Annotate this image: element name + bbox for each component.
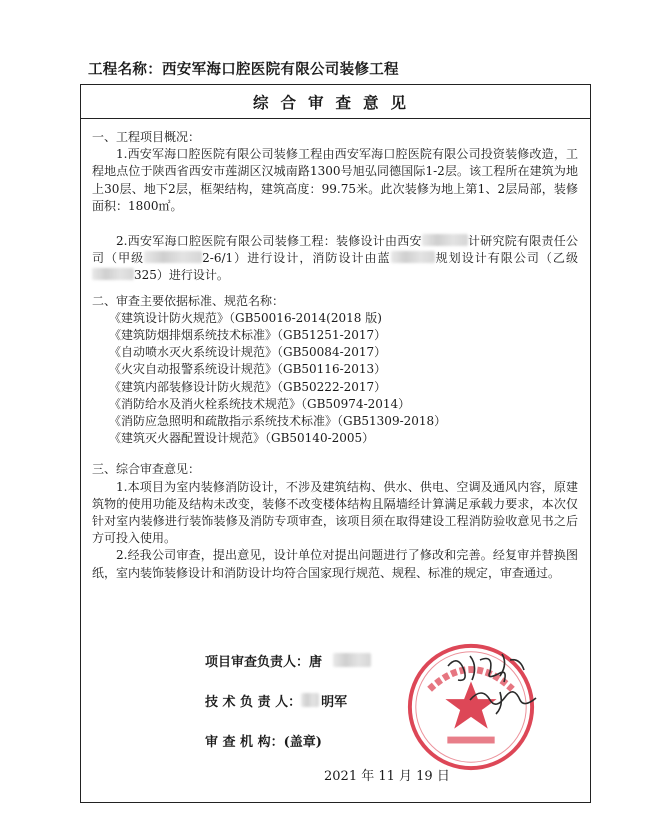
standard-item: 《消防给水及消火栓系统技术规范》（GB50974-2014）: [109, 396, 411, 411]
tech-lead-row: [205, 691, 347, 710]
standard-item: 《自动喷水灭火系统设计规范》（GB50084-2017）: [109, 345, 387, 360]
redacted-block: [144, 251, 202, 263]
section-3-para-1: 1.本项目为室内装修消防设计，不涉及建筑结构、供水、供电、空调及通风内容，原建筑物的使用功能及结构未改变，装修不改变楼体结构且隔墙经计算满足承载力要求，本次仅针对室内装修进行装饰装修及消防专项审查，该项目须在取得建设工程消防验收意见书之后方可投入使用。: [92, 479, 578, 546]
redacted-block: [333, 653, 371, 667]
tech-lead-label: 技 术 负 责 人：: [205, 695, 302, 710]
project-name-label: 工程名称：: [88, 61, 162, 78]
redacted-block: [92, 268, 134, 280]
tech-lead-name: 明军: [321, 695, 348, 710]
section-1-para-2: [92, 233, 578, 285]
sheet-content: [92, 129, 578, 582]
standard-item: 《建筑防烟排烟系统技术标准》（GB51251-2017）: [109, 328, 387, 343]
project-name-value: 西安军海口腔医院有限公司装修工程: [162, 61, 399, 78]
review-org-seal-note: (盖章): [283, 735, 322, 750]
project-name-line: [88, 58, 399, 79]
section-3-para-2: 2.经我公司审查，提出意见，设计单位对提出问题进行了修改和完善。经复审并替换图纸，室内装饰装修设计和消防设计均符合国家现行规范、规程、标准的规定，审查通过。: [92, 548, 578, 580]
para-2-part-e: 325）进行设计。: [134, 268, 229, 283]
section-3-heading: 三、综合审查意见：: [92, 462, 201, 477]
handwritten-signature: [440, 648, 560, 728]
section-1-para-1: 1.西安军海口腔医院有限公司装修工程由西安军海口腔医院有限公司投资装修改造，工程地点位于陕西省西安市莲湖区汉城南路1300号旭弘同德国际1-2层。该工程所在建筑为地上30层、地下2层，框架结构，建筑高度：99.75米。此次装修为地上第1、2层局部，装修面积：1800㎡。: [92, 147, 578, 213]
sheet-title: 综合审查意见: [81, 85, 590, 119]
redacted-block: [422, 234, 468, 246]
review-org-row: [205, 731, 322, 750]
para-2-part-a: 2.西安军海口腔医院有限公司装修工程：装修设计由西安: [116, 234, 422, 249]
para-2-part-c: 2-6/1）进行设计，消防设计由蓝: [202, 251, 391, 266]
reviewer-name: 唐: [309, 655, 323, 670]
para-2-part-d: 规划设计有限公司（乙级: [434, 251, 578, 266]
review-org-label: 审 查 机 构：: [205, 735, 284, 750]
section-2-heading: 二、审查主要依据标准、规范名称：: [92, 293, 285, 308]
standard-item: 《建筑内部装修设计防火规范》（GB50222-2017）: [109, 379, 387, 394]
standard-item: 《火灾自动报警系统设计规范》（GB50116-2013）: [109, 362, 387, 377]
redacted-block: [391, 251, 435, 263]
redacted-block: [301, 693, 319, 707]
section-1-heading: 一、工程项目概况：: [92, 130, 201, 144]
reviewer-row: [205, 651, 371, 670]
reviewer-label: 项目审查负责人：: [205, 655, 310, 670]
document-date: 2021 年 11 月 19 日: [324, 769, 450, 784]
para-2-part-b: 计研究院有限责任公司（甲级: [92, 234, 578, 266]
standard-item: 《建筑灭火器配置设计规范》（GB50140-2005）: [109, 431, 375, 446]
standard-item: 《消防应急照明和疏散指示系统技术标准》（GB51309-2018）: [109, 414, 447, 429]
standard-item: 《建筑设计防火规范》（GB50016-2014(2018 版): [109, 310, 382, 325]
